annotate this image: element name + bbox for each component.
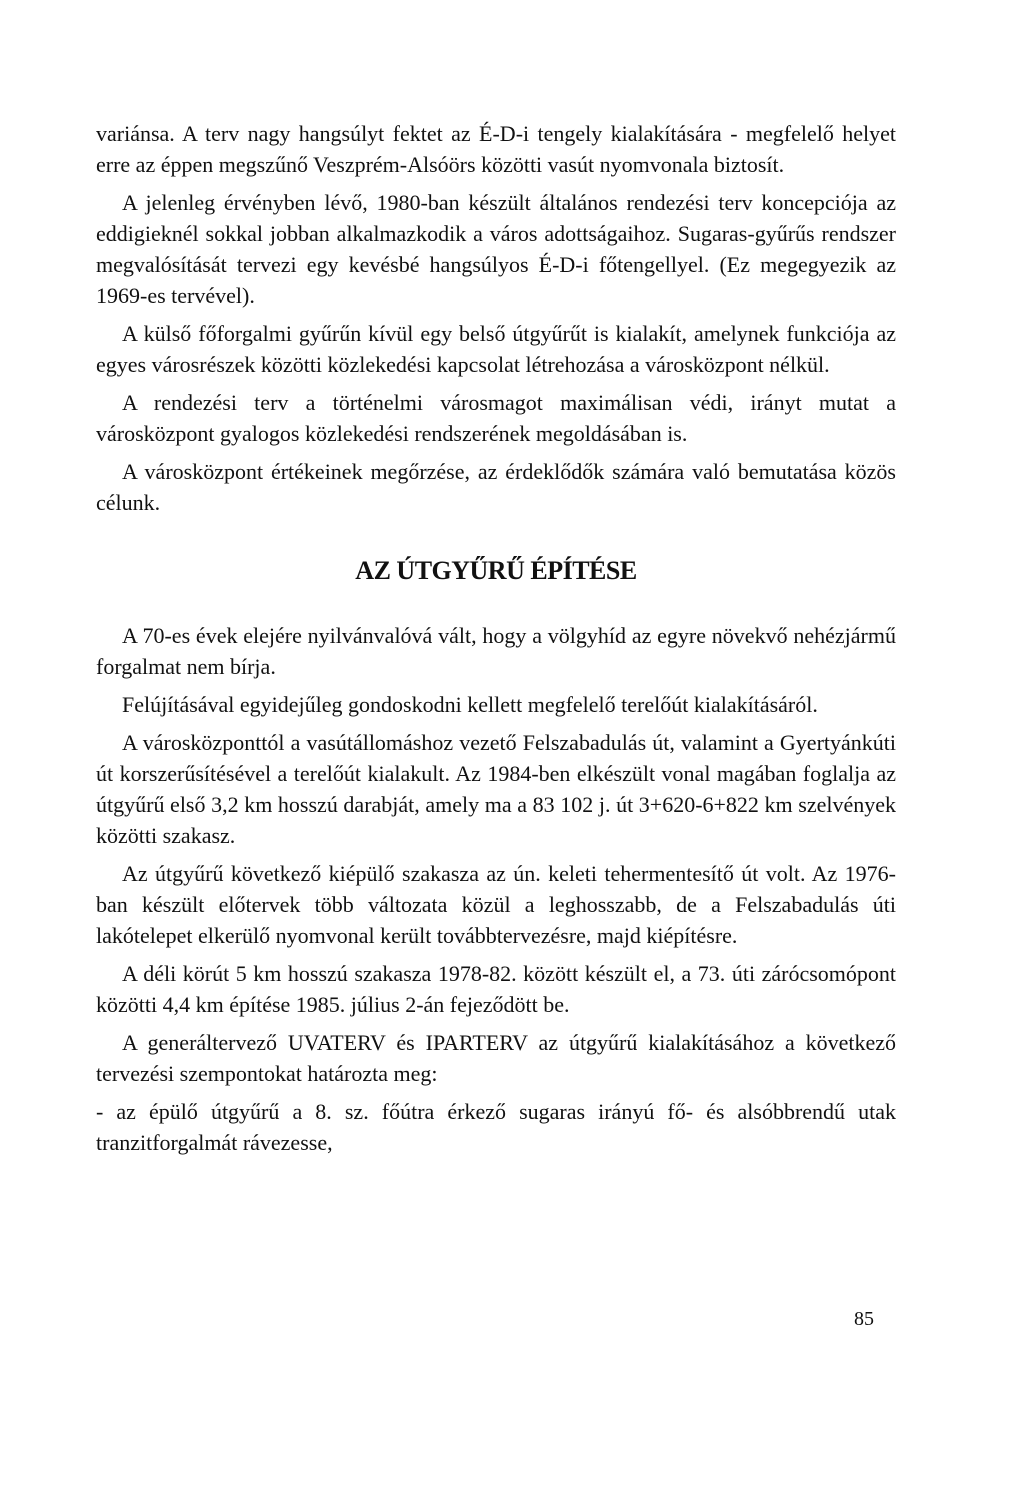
section-heading: AZ ÚTGYŰRŰ ÉPÍTÉSE [355,556,637,585]
paragraph: A 70-es évek elejére nyilvánvalóvá vált, hogy a völgyhíd az egyre növekvő nehézjármű forgalmat nem bírja. [96,623,896,679]
paragraph: Az útgyűrű következő kiépülő szakasza az ún. keleti tehermentesítő út volt. Az 1976-ban készült előtervek több változata közül a leghosszabb, de a Felszabadulás úti lakótelepet elkerülő nyomvonal került továbbtervezésre, majd kiépítésre. [96,861,896,948]
paragraph: A jelenleg érvényben lévő, 1980-ban készült általános rendezési terv koncepciója az eddigieknél sokkal jobban alkalmazkodik a város adottságaihoz. Sugaras-gyűrűs rendszer megvalósítását tervezi egy kevésbé hangsúlyos É-D-i főtengellyel. (Ez megegyezik az 1969-es tervével). [96,190,896,308]
paragraph: A rendezési terv a történelmi városmagot maximálisan védi, irányt mutat a városközpont gyalogos közlekedési rendszerének megoldásában is. [96,390,896,446]
paragraph: A déli körút 5 km hosszú szakasza 1978-82. között készült el, a 73. úti zárócsomópont közötti 4,4 km építése 1985. július 2-án fejeződött be. [96,961,896,1017]
paragraph: Felújításával egyidejűleg gondoskodni kellett megfelelő terelőút kialakításáról. [122,692,818,717]
paragraph: A generáltervező UVATERV és IPARTERV az útgyűrű kialakításához a következő tervezési szempontokat határozta meg: [96,1030,896,1086]
page-content [96,118,896,1158]
paragraph: A városközpont értékeinek megőrzése, az érdeklődők számára való bemutatása közös célunk. [96,459,896,515]
page-number: 85 [854,1308,874,1330]
list-item: - az épülő útgyűrű a 8. sz. főútra érkező sugaras irányú fő- és alsóbbrendű utak tranzitforgalmát rávezesse, [96,1099,896,1155]
paragraph: A külső főforgalmi gyűrűn kívül egy belső útgyűrűt is kialakít, amelynek funkciója az egyes városrészek közötti közlekedési kapcsolat létrehozása a városközpont nélkül. [96,321,896,377]
paragraph: variánsa. A terv nagy hangsúlyt fektet az É-D-i tengely kialakítására - megfelelő helyet erre az éppen megszűnő Veszprém-Alsóörs közötti vasút nyomvonala biztosít. [96,121,896,177]
paragraph: A városközponttól a vasútállomáshoz vezető Felszabadulás út, valamint a Gyertyánkúti út korszerűsítésével a terelőút kialakult. Az 1984-ben elkészült vonal magában foglalja az útgyűrű első 3,2 km hosszú darabját, amely ma a 83 102 j. út 3+620-6+822 km szelvények közötti szakasz. [96,730,896,848]
